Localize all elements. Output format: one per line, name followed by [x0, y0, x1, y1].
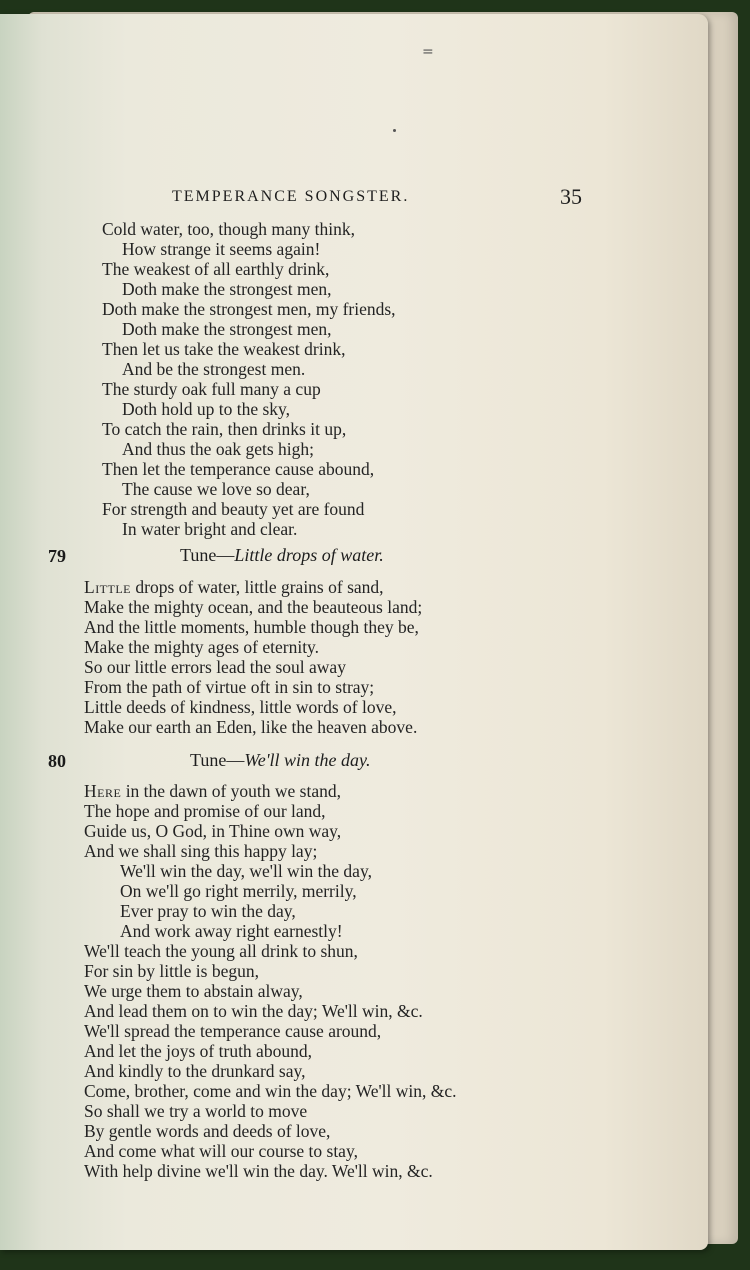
verse-line: Little drops of water, little grains of sand,: [84, 577, 384, 597]
song-number-79: 79: [48, 546, 66, 566]
verse-line: In water bright and clear.: [122, 519, 298, 539]
page-smudge-mark: =: [422, 44, 434, 60]
verse-line: We'll teach the young all drink to shun,: [84, 941, 358, 961]
first-word: Here: [84, 781, 122, 801]
verse-line: And we shall sing this happy lay;: [84, 841, 318, 861]
verse-line: Then let us take the weakest drink,: [102, 339, 346, 359]
verse-line: Doth make the strongest men, my friends,: [102, 299, 396, 319]
verse-line: Doth make the strongest men,: [122, 319, 332, 339]
verse-line: So shall we try a world to move: [84, 1101, 308, 1121]
verse-line: And be the strongest men.: [122, 359, 306, 379]
verse-line: Cold water, too, though many think,: [102, 219, 356, 239]
chorus-line: On we'll go right merrily, merrily,: [120, 881, 357, 901]
verse-line: Make our earth an Eden, like the heaven above.: [84, 717, 418, 737]
verse-line: The sturdy oak full many a cup: [102, 379, 321, 399]
verse-line: Here in the dawn of youth we stand,: [84, 781, 341, 801]
verse-line: Doth hold up to the sky,: [122, 399, 291, 419]
tune-name: We'll win the day.: [244, 750, 371, 770]
verse-line: We urge them to abstain alway,: [84, 981, 303, 1001]
tune-line-80: [190, 750, 371, 771]
tune-name: Little drops of water.: [234, 545, 384, 565]
verse-line: Come, brother, come and win the day; We'll win, &c.: [84, 1081, 457, 1101]
verse-line: From the path of virtue oft in sin to stray;: [84, 677, 375, 697]
tune-line-79: [180, 545, 384, 566]
verse-line: How strange it seems again!: [122, 239, 321, 259]
verse-line: Doth make the strongest men,: [122, 279, 332, 299]
verse-line: And the little moments, humble though they be,: [84, 617, 419, 637]
tune-prefix: Tune—: [180, 545, 235, 565]
chorus-line: And work away right earnestly!: [120, 921, 343, 941]
verse-line: With help divine we'll win the day. We'll win, &c.: [84, 1161, 433, 1181]
verse-line: Then let the temperance cause abound,: [102, 459, 375, 479]
verse-line: Make the mighty ocean, and the beauteous land;: [84, 597, 423, 617]
verse-line: We'll spread the temperance cause around,: [84, 1021, 382, 1041]
running-title: TEMPERANCE SONGSTER.: [172, 188, 410, 205]
verse-line: And let the joys of truth abound,: [84, 1041, 312, 1061]
song-number-80: 80: [48, 751, 66, 771]
page-speck: [393, 129, 396, 132]
verse-line: And lead them on to win the day; We'll win, &c.: [84, 1001, 423, 1021]
verse-line: The hope and promise of our land,: [84, 801, 326, 821]
verse-line: Little deeds of kindness, little words of love,: [84, 697, 397, 717]
verse-line: By gentle words and deeds of love,: [84, 1121, 331, 1141]
verse-line: So our little errors lead the soul away: [84, 657, 346, 677]
page-number: 35: [560, 184, 582, 209]
verse-line: To catch the rain, then drinks it up,: [102, 419, 347, 439]
verse-line: And come what will our course to stay,: [84, 1141, 358, 1161]
first-word: Little: [84, 577, 132, 597]
chorus-line: We'll win the day, we'll win the day,: [120, 861, 372, 881]
verse-line: For sin by little is begun,: [84, 961, 259, 981]
verse-line: The cause we love so dear,: [122, 479, 310, 499]
verse-line: And kindly to the drunkard say,: [84, 1061, 306, 1081]
chorus-line: Ever pray to win the day,: [120, 901, 296, 921]
tune-prefix: Tune—: [190, 750, 245, 770]
verse-line: Make the mighty ages of eternity.: [84, 637, 320, 657]
verse-line: Guide us, O God, in Thine own way,: [84, 821, 342, 841]
verse-line: For strength and beauty yet are found: [102, 499, 365, 519]
verse-line: And thus the oak gets high;: [122, 439, 314, 459]
verse-line: The weakest of all earthly drink,: [102, 259, 330, 279]
book-page: [0, 14, 708, 1250]
